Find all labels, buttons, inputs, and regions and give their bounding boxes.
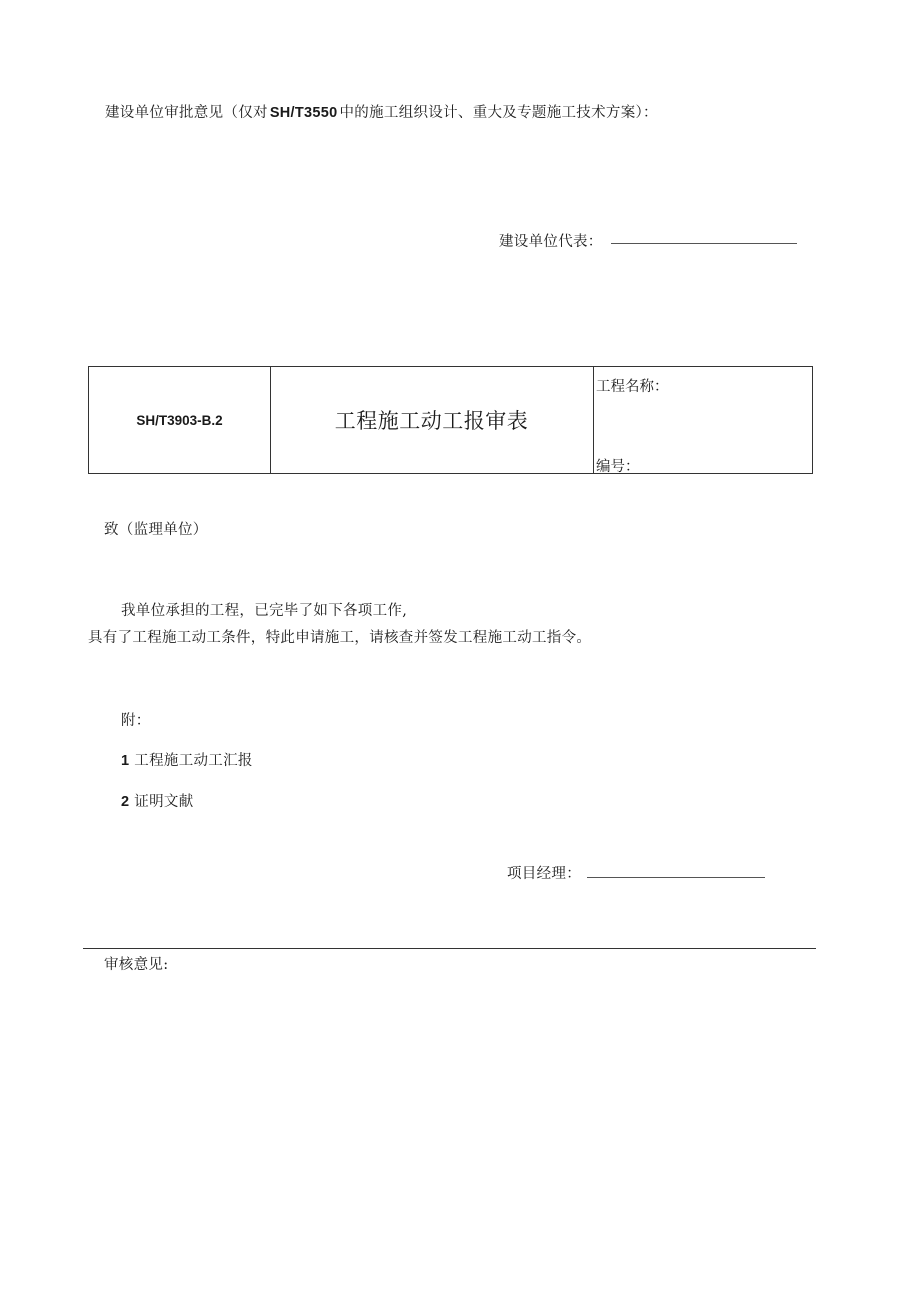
paragraph-line-2: 具有了工程施工动工条件，特此申请施工，请核查并签发工程施工动工指令。 (88, 630, 592, 646)
project-name-label: 工程名称： (596, 379, 669, 395)
approval-standard: SH/T3550 (269, 105, 338, 121)
attachment-item (121, 790, 194, 811)
paragraph-line-1: 我单位承担的工程，已完毕了如下各项工作, (121, 603, 408, 619)
form-header-table (88, 366, 813, 474)
attachment-text: 工程施工动工汇报 (134, 753, 253, 769)
construction-rep-label: 建设单位代表： (499, 234, 603, 250)
project-manager-label: 项目经理： (507, 866, 581, 882)
attachment-label: 附： (121, 713, 151, 729)
attachment-text: 证明文献 (134, 794, 194, 810)
review-opinion-label: 审核意见: (104, 957, 169, 973)
form-info-cell (594, 367, 812, 473)
attachment-number: 2 (121, 794, 130, 810)
approval-suffix: 中的施工组织设计、重大及专题施工技术方案）： (339, 105, 658, 121)
attachment-number: 1 (121, 753, 130, 769)
to-supervision-unit: 致（监理单位） (104, 522, 208, 538)
number-label: 编号： (596, 459, 640, 475)
project-manager-signature-line[interactable] (587, 877, 765, 878)
section-divider (83, 948, 816, 949)
form-code: SH/T3903-B.2 (136, 412, 223, 428)
attachment-item (121, 749, 253, 770)
construction-rep-signature-line[interactable] (611, 243, 797, 244)
approval-prefix: 建设单位审批意见（仅对 (105, 105, 268, 121)
form-code-cell (89, 367, 271, 473)
form-title-cell (270, 367, 594, 473)
form-title: 工程施工动工报审表 (334, 409, 529, 433)
approval-opinion-line (105, 101, 658, 122)
